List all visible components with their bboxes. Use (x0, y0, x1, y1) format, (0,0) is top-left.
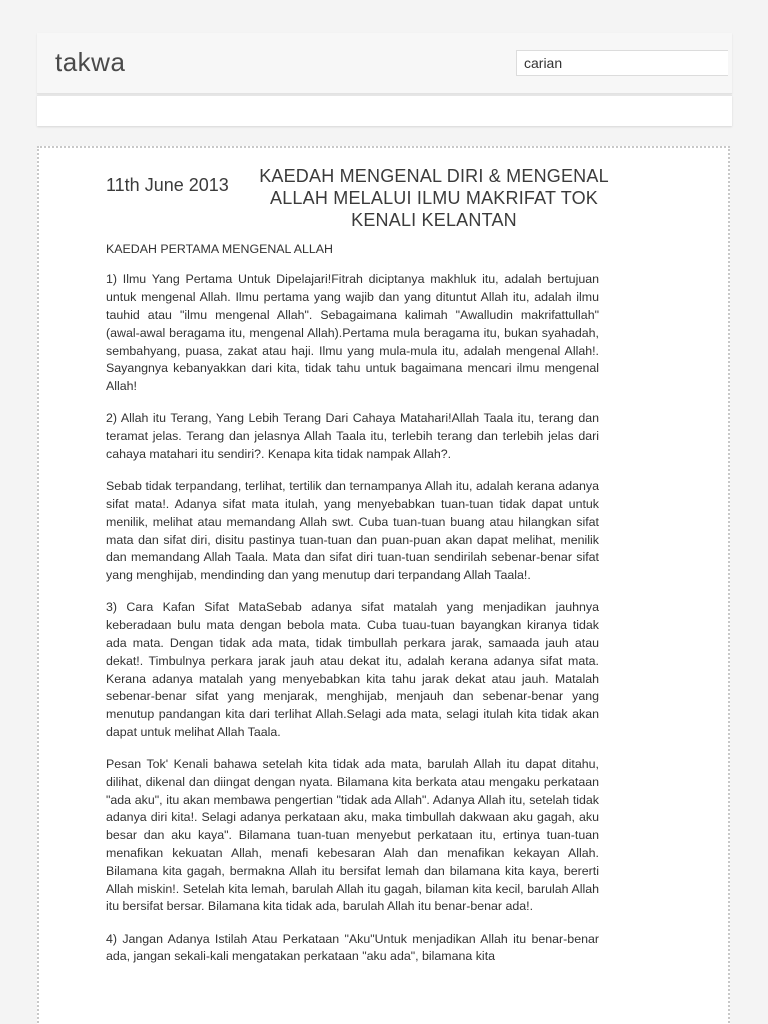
search-input[interactable] (516, 50, 728, 76)
post-paragraph: 3) Cara Kafan Sifat MataSebab adanya sifat matalah yang menjadikan jauhnya keberadaan bulu mata dengan bebola mata. Cuba tuau-tuan bayangkan kiranya tidak ada mata. Dengan tidak ada mata, tidak timbullah perkara jarak, samaada jauh atau dekat!. Timbulnya perkara jarak jauh atau dekat itu, adalah kerana adanya sifat mata. Kerana adanya matalah yang menyebabkan kita tahu jarak dekat atau jauh. Matalah sebenar-benar sifat yang menjarak, menghijab, menjauh dan sebenar-benar yang menutup pandangan kita dari terlihat Allah.Selagi ada mata, selagi itulah kita tidak akan dapat untuk melihat Allah Taala. (106, 600, 599, 739)
post-container (37, 146, 730, 1024)
post-paragraph: 4) Jangan Adanya Istilah Atau Perkataan "Aku"Untuk menjadikan Allah itu benar-benar ada, jangan sekali-kali mengatakan perkataan "aku ada", bilamana kita (106, 931, 599, 964)
post-paragraph: KAEDAH PERTAMA MENGENAL ALLAH (106, 242, 334, 256)
post-paragraph: Sebab tidak terpandang, terlihat, tertilik dan ternampanya Allah itu, adalah kerana adanya sifat mata!. Adanya sifat mata itulah, yang menyebabkan tuan-tuan tidak dapat untuk menilik, melihat atau memandang Allah swt. Cuba tuan-tuan buang atau hilangkan sifat mata dan sifat diri, disitu pastinya tuan-tuan dan puan-puan akan dapat melihat, menilik dan memandang Allah Taala. Mata dan sifat diri tuan-tuan sendirilah sebenar-benar sifat yang menghijab, mendinding dan yang menutup dari terpandang Allah Taala!. (106, 479, 599, 583)
post-date: 11th June 2013 (106, 175, 229, 195)
header-bar (37, 33, 732, 94)
post-paragraph: 1) Ilmu Yang Pertama Untuk Dipelajari!Fitrah diciptanya makhluk itu, adalah bertujuan untuk mengenal Allah. Ilmu pertama yang wajib dan yang dituntut Allah itu, adalah ilmu tauhid atau "ilmu mengenal Allah". Sebagaimana kalimah "Awalludin makrifattullah" (awal-awal beragama itu, mengenal Allah).Pertama mula beragama itu, bukan syahadah, sembahyang, puasa, zakat atau haji. Ilmu yang mula-mula itu, adalah mengenal Allah!. Sayangnya kebanyakkan dari kita, tidak tahu untuk bagaimana mencari ilmu mengenal Allah! (106, 272, 599, 394)
post-body (106, 241, 599, 981)
navigation-bar (37, 95, 732, 126)
post-paragraph: Pesan Tok' Kenali bahawa setelah kita tidak ada mata, barulah Allah itu dapat ditahu, dilihat, dikenal dan diingat dengan nyata. Bilamana kita berkata atau mengaku perkataan "ada aku", itu akan membawa pengertian "tidak ada Allah". Adanya Allah itu, setelah tidak adanya diri kita!. Selagi adanya perkataan aku, maka timbullah dakwaan aku gagah, aku besar dan aku kaya". Bilamana tuan-tuan menyebut perkataan itu, ertinya tuan-tuan menafikan kekuatan Allah, menafi kebesaran Alah dan menafikan kekayan Allah. Bilamana kita gagah, bermakna Allah itu bersifat lemah dan bilamana kita kaya, bererti Allah miskin!. Setelah kita lemah, barulah Allah itu gagah, bilaman kita kecil, barulah Allah itu bersifat bersar. Bilamana kita tidak ada, barulah Allah itu benar-benar ada!. (106, 757, 599, 914)
site-title[interactable]: takwa (55, 47, 126, 77)
post-title[interactable]: KAEDAH MENGENAL DIRI & MENGENAL ALLAH MELALUI ILMU MAKRIFAT TOK KENALI KELANTAN (259, 166, 609, 230)
post-paragraph: 2) Allah itu Terang, Yang Lebih Terang Dari Cahaya Matahari!Allah Taala itu, terang dan teramat jelas. Terang dan jelasnya Allah Taala itu, terlebih terang dan terlebih jelas dari cahaya matahari itu sendiri?. Kenapa kita tidak nampak Allah?. (106, 411, 599, 461)
